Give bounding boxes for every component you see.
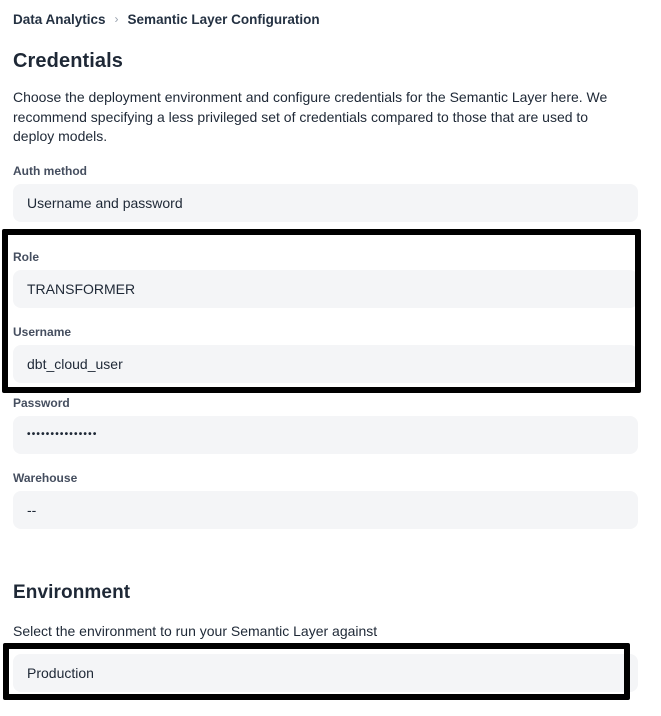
password-field-group <box>13 396 638 454</box>
auth-method-label: Auth method <box>13 163 87 178</box>
environment-section-title: Environment <box>13 581 131 603</box>
environment-highlight-group <box>13 643 638 700</box>
credentials-section-title: Credentials <box>13 50 124 72</box>
password-label: Password <box>13 395 70 410</box>
role-label: Role <box>13 249 40 264</box>
role-username-highlight-group <box>13 229 638 393</box>
breadcrumb <box>13 12 638 27</box>
environment-section <box>13 582 638 700</box>
credentials-description: Choose the deployment environment and configure credentials for the Semantic Layer here. We recommend specifying a less privileged set of credentials compared to those that are used to deploy models. <box>13 89 608 144</box>
auth-method-field-group <box>13 164 638 222</box>
breadcrumb-item-data-analytics[interactable]: Data Analytics <box>13 12 106 27</box>
breadcrumb-item-semantic-layer-configuration: Semantic Layer Configuration <box>127 12 320 27</box>
username-field-group <box>13 325 638 383</box>
password-input[interactable]: ••••••••••••••• <box>13 416 638 454</box>
chevron-right-icon: › <box>114 11 119 26</box>
environment-select[interactable]: Production <box>13 654 638 692</box>
warehouse-label: Warehouse <box>13 470 78 485</box>
environment-description: Select the environment to run your Semantic Layer against <box>13 622 378 639</box>
username-label: Username <box>13 324 72 339</box>
warehouse-field-group <box>13 471 638 529</box>
username-input[interactable]: dbt_cloud_user <box>13 345 638 383</box>
role-input[interactable]: TRANSFORMER <box>13 270 638 308</box>
environment-field-group <box>13 654 638 692</box>
role-field-group <box>13 250 638 308</box>
warehouse-input[interactable]: -- <box>13 491 638 529</box>
auth-method-select[interactable]: Username and password <box>13 184 638 222</box>
